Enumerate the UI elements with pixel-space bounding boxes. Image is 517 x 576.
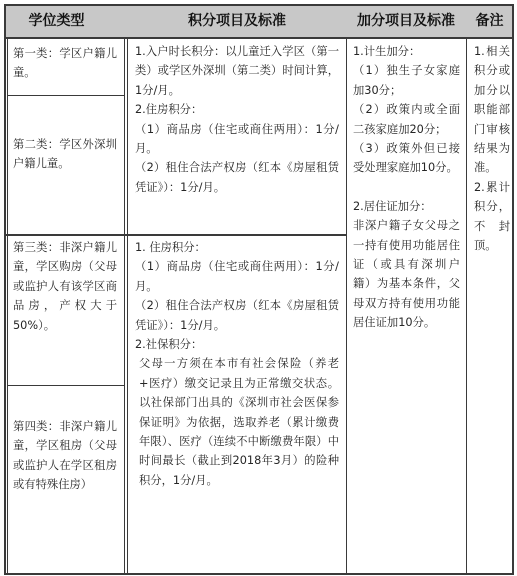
header-points-standard: 积分项目及标准	[188, 13, 286, 29]
points-bottom-line-2: （1）商品房（住宅或商住两用）：1分/月。	[135, 260, 339, 293]
points-top-cell	[131, 42, 343, 232]
points-bottom-line-5: 父母一方须在本市有社会保险（养老+医疗）缴交记录且为正常缴交状态。以社保部门出具的《深圳市社会医保参保证明》为依据，选取养老（累计缴费年限）、医疗（连续不中断缴费年限）中时间最长（截止到2018年3月）的险种积分，1分/月。	[139, 357, 339, 487]
table-border-right	[512, 4, 514, 575]
header-remark: 备注	[475, 13, 504, 29]
category-1-cell	[9, 42, 121, 92]
remark-cell	[470, 42, 514, 402]
points-bottom-cell	[131, 238, 343, 573]
column-divider-1	[127, 39, 128, 573]
remark-line-2: 2.累计积分，不封顶。	[474, 180, 510, 253]
category-2-text: 第二类：学区外深圳户籍儿童。	[13, 138, 117, 171]
points-top-line-4: （2）租住合法产权房（红本《房屋租赁凭证》）：1分/月。	[135, 161, 339, 194]
table-border-top	[4, 4, 514, 6]
remark-line-1: 1.相关积分或加分以职能部门审核结果为准。	[474, 45, 510, 175]
bonus-line-2: （1）独生子女家庭加30分；	[353, 64, 460, 97]
points-bottom-line-4: 2.社保积分：	[135, 338, 203, 352]
category-row-divider-3	[7, 385, 125, 386]
bonus-line-3: （2）政策内或全面二孩家庭加20分；	[353, 103, 460, 136]
bonus-line-5: 2.居住证加分：	[353, 199, 432, 213]
bonus-line-6: 非深户籍子女父母之一持有使用功能居住证（或具有深圳户籍）为基本条件，父母双方持有使用功能居住证加10分。	[353, 219, 460, 330]
category-col-inner-left	[7, 39, 8, 573]
points-bottom-line-3: （2）租住合法产权房（红本《房屋租赁凭证》）：1分/月。	[135, 299, 339, 332]
category-4-text: 第四类：非深户籍儿童，学区租房（父母或监护人在学区租房或有特殊住房）	[13, 420, 117, 492]
category-col-inner-right	[124, 39, 125, 573]
table-border-bottom	[4, 573, 514, 575]
header-degree-type: 学位类型	[28, 13, 85, 29]
points-top-line-3: （1）商品房（住宅或商住两用）：1分/月。	[135, 122, 339, 156]
bonus-cell	[349, 42, 464, 492]
bonus-line-1: 1.计生加分：	[353, 45, 421, 58]
table-border-header-bottom	[4, 37, 514, 39]
row-divider-main	[4, 234, 346, 236]
points-top-line-1: 1.入户时长积分：以儿童迁入学区（第一类）或学区外深圳（第二类）时间计算，1分/月。	[135, 45, 339, 97]
category-1-text: 第一类：学区户籍儿童。	[13, 47, 117, 80]
category-3-text: 第三类：非深户籍儿童，学区购房（父母或监护人有该学区商品房，产权大于50%）。	[13, 241, 117, 332]
table-border-left	[4, 4, 6, 575]
category-4-cell	[9, 417, 121, 562]
category-2-cell	[9, 135, 121, 195]
column-divider-2	[346, 39, 347, 573]
points-bottom-line-1: 1. 住房积分：	[135, 241, 206, 254]
points-top-line-2: 2.住房积分：	[135, 103, 203, 117]
bonus-line-4: （3）政策外但已接受处理家庭加10分。	[353, 142, 460, 175]
category-row-divider-1	[7, 95, 125, 96]
category-3-cell	[9, 238, 121, 383]
column-divider-3	[466, 39, 467, 573]
header-bonus-standard: 加分项目及标准	[357, 13, 455, 29]
